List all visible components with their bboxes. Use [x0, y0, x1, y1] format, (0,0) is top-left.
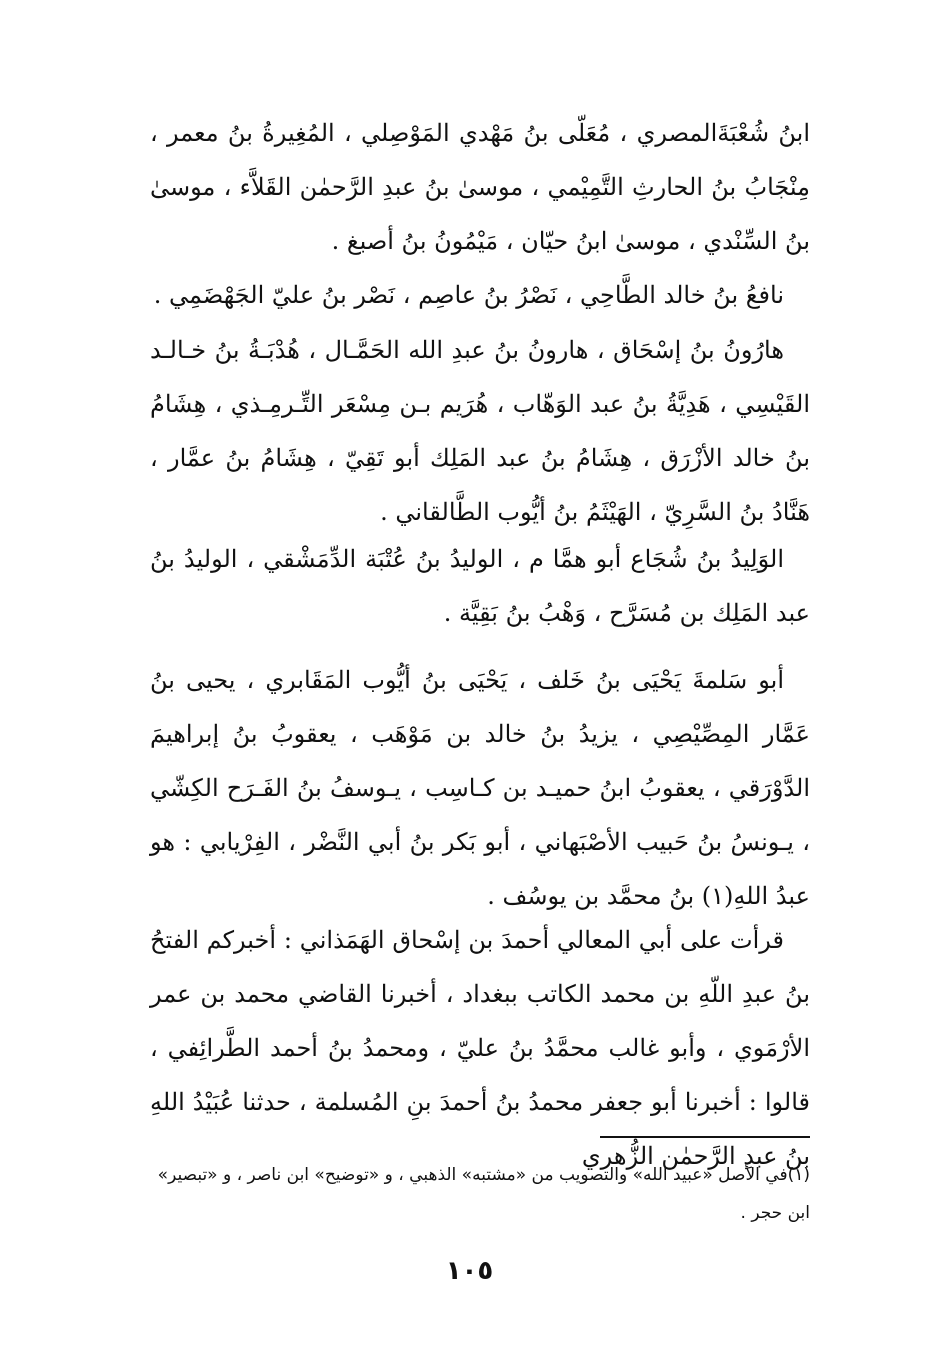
paragraph-text: قرأت على أبي المعالي أحمدَ بن إسْحاق الهَمَذاني : أخبركم الفتحُ بنُ عبدِ اللّهِ بن محمد الكاتب ببغداد ، أخبرنا القاضي محمد بن عمر الأرْمَوي ، وأبو غالب محمَّدُ بنُ عليّ ، ومحمدُ بنُ أحمد الطَّرائِفي ، قالوا : أخبرنا أبو جعفر محمدُ بنُ أحمدَ بنِ المُسلمة ، حدثنا عُبَيْدُ اللهِ بنُ عبدِ الرَّحمٰن الزُّهري [150, 926, 810, 1170]
paragraph-text: هارُونُ بنُ إسْحَاق ، هارونُ بنُ عبدِ الله الحَمَّـال ، هُدْبَـةُ بنُ خـالـد القَيْسِي ، هَدِيَّةُ بنُ عبد الوَهّاب ، هُرَيم بـن مِسْعَر التِّـرمِـذي ، هِشَامُ بنُ خالد الأزْرَق ، هِشَامُ بنُ عبد المَلِك أبو تَقِيّ ، هِشَامُ بنُ عمَّار ، هَنَّادُ بنُ السَّرِيّ ، الهَيْثَمُ بنُ أيُّوب الطَّالقاني . [150, 336, 810, 526]
paragraph-narrators-m [150, 106, 810, 268]
paragraph-text: الوَلِيدُ بنُ شُجَاع أبو همَّا م ، الوليدُ بنُ عُتْبَة الدِّمَشْقي ، الوليدُ بنُ عبد المَلِك بن مُسَرَّح ، وَهْبُ بنُ بَقِيَّة . [150, 545, 810, 627]
paragraph-text: أبو سَلمةَ يَحْيَى بنُ خَلف ، يَحْيَى بنُ أيُّوب المَقَابري ، يحيى بنُ عَمَّار المِصِّيْصِي ، يزيدُ بنُ خالد بن مَوْهَب ، يعقوبُ بنُ إبراهيمَ الدَّوْرَقي ، يعقوبُ ابنُ حميـد بن كـاسِب ، يـوسفُ بنُ الفَـرَح الكِشّي ، يـونسُ بنُ حَبيب الأصْبَهاني ، أبو بَكر بنُ أبي النَّضْر ، الفِرْيابي : هو عبدُ اللهِ(١) بنُ محمَّد بن يوسُف . [150, 666, 810, 910]
page-number: ١٠٥ [445, 1256, 494, 1286]
paragraph-isnad [150, 913, 810, 1183]
paragraph-narrators-y [150, 653, 810, 923]
paragraph-text: ابنُ شُعْبَةَالمصري ، مُعَلّى بنُ مَهْدي المَوْصِلي ، المُغِيرةُ بنُ معمر ، مِنْجَابُ بنُ الحارثِ التَّمِيْمي ، موسىٰ بنُ عبدِ الرَّحمٰن القَلاَّء ، موسىٰ بنُ السِّنْدي ، موسىٰ ابنُ حيّان ، مَيْمُونُ بنُ أصبغ . [150, 119, 810, 255]
footnote-divider [600, 1136, 810, 1138]
paragraph-narrators-w [150, 532, 810, 640]
paragraph-text: نافعُ بنُ خالد الطَّاحِي ، نَصْرُ بنُ عاصِم ، نَصْر بنُ عليّ الجَهْضَمِي . [153, 281, 784, 309]
paragraph-narrators-h [150, 323, 810, 539]
footnote: (١)في الأصل «عبيد الله» والتصويب من «مشتبه» الذهبي ، و «توضيح» ابن ناصر ، و «تبصير» ابن حجر . [157, 1165, 810, 1223]
paragraph-narrators-n [150, 268, 810, 322]
